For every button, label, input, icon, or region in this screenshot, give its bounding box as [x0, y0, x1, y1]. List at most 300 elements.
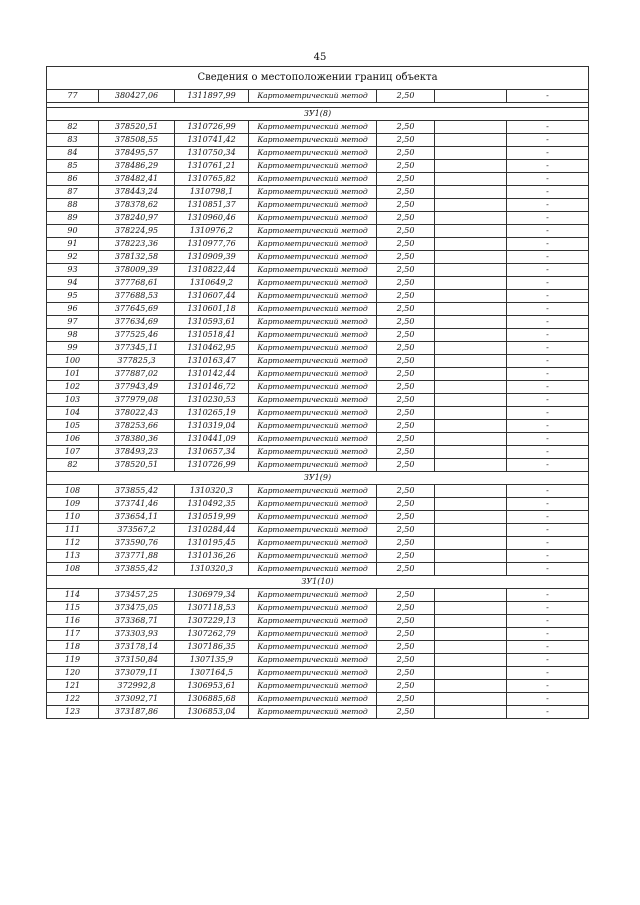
point-number-cell: 114 [47, 589, 99, 602]
x-coordinate-cell: 373457,25 [99, 589, 175, 602]
y-coordinate-cell: 1307229,13 [175, 615, 249, 628]
accuracy-cell: 2,50 [377, 446, 435, 459]
y-coordinate-cell: 1307262,79 [175, 628, 249, 641]
x-coordinate-cell: 373567,2 [99, 524, 175, 537]
empty-cell [435, 394, 507, 407]
point-number-cell: 86 [47, 173, 99, 186]
x-coordinate-cell: 378508,55 [99, 134, 175, 147]
y-coordinate-cell: 1310977,76 [175, 238, 249, 251]
point-number-cell: 123 [47, 706, 99, 719]
empty-cell [435, 615, 507, 628]
note-cell: - [507, 368, 589, 381]
accuracy-cell: 2,50 [377, 173, 435, 186]
table-row [47, 160, 589, 173]
y-coordinate-cell: 1307118,53 [175, 602, 249, 615]
x-coordinate-cell: 377634,69 [99, 316, 175, 329]
method-cell: Картометрический метод [249, 446, 377, 459]
point-number-cell: 92 [47, 251, 99, 264]
note-cell: - [507, 537, 589, 550]
x-coordinate-cell: 377345,11 [99, 342, 175, 355]
table-row [47, 303, 589, 316]
point-number-cell: 108 [47, 485, 99, 498]
note-cell: - [507, 147, 589, 160]
table-row [47, 667, 589, 680]
accuracy-cell: 2,50 [377, 641, 435, 654]
note-cell: - [507, 238, 589, 251]
note-cell: - [507, 277, 589, 290]
method-cell: Картометрический метод [249, 693, 377, 706]
point-number-cell: 85 [47, 160, 99, 173]
empty-cell [435, 641, 507, 654]
point-number-cell: 99 [47, 342, 99, 355]
x-coordinate-cell: 373741,46 [99, 498, 175, 511]
note-cell: - [507, 524, 589, 537]
empty-cell [435, 90, 507, 103]
point-number-cell: 117 [47, 628, 99, 641]
method-cell: Картометрический метод [249, 90, 377, 103]
accuracy-cell: 2,50 [377, 225, 435, 238]
method-cell: Картометрический метод [249, 355, 377, 368]
point-number-cell: 115 [47, 602, 99, 615]
empty-cell [435, 446, 507, 459]
empty-cell [435, 407, 507, 420]
y-coordinate-cell: 1310851,37 [175, 199, 249, 212]
empty-cell [435, 160, 507, 173]
method-cell: Картометрический метод [249, 485, 377, 498]
empty-cell [435, 134, 507, 147]
table-row [47, 277, 589, 290]
accuracy-cell: 2,50 [377, 511, 435, 524]
method-cell: Картометрический метод [249, 706, 377, 719]
x-coordinate-cell: 378009,39 [99, 264, 175, 277]
x-coordinate-cell: 378520,51 [99, 459, 175, 472]
method-cell: Картометрический метод [249, 121, 377, 134]
method-cell: Картометрический метод [249, 511, 377, 524]
x-coordinate-cell: 377768,61 [99, 277, 175, 290]
y-coordinate-cell: 1310741,42 [175, 134, 249, 147]
table-row [47, 706, 589, 719]
note-cell: - [507, 459, 589, 472]
accuracy-cell: 2,50 [377, 459, 435, 472]
table-row [47, 251, 589, 264]
note-cell: - [507, 628, 589, 641]
accuracy-cell: 2,50 [377, 628, 435, 641]
table-row [47, 524, 589, 537]
method-cell: Картометрический метод [249, 316, 377, 329]
accuracy-cell: 2,50 [377, 615, 435, 628]
table-body [47, 67, 589, 719]
x-coordinate-cell: 373855,42 [99, 485, 175, 498]
accuracy-cell: 2,50 [377, 329, 435, 342]
y-coordinate-cell: 1310909,39 [175, 251, 249, 264]
empty-cell [435, 589, 507, 602]
table-row [47, 290, 589, 303]
accuracy-cell: 2,50 [377, 238, 435, 251]
method-cell: Картометрический метод [249, 303, 377, 316]
accuracy-cell: 2,50 [377, 420, 435, 433]
accuracy-cell: 2,50 [377, 355, 435, 368]
accuracy-cell: 2,50 [377, 537, 435, 550]
accuracy-cell: 2,50 [377, 303, 435, 316]
note-cell: - [507, 615, 589, 628]
x-coordinate-cell: 373150,84 [99, 654, 175, 667]
table-row [47, 420, 589, 433]
accuracy-cell: 2,50 [377, 563, 435, 576]
point-number-cell: 112 [47, 537, 99, 550]
y-coordinate-cell: 1310163,47 [175, 355, 249, 368]
method-cell: Картометрический метод [249, 641, 377, 654]
empty-cell [435, 524, 507, 537]
section-label: ЗУ1(9) [47, 472, 589, 485]
note-cell: - [507, 680, 589, 693]
table-row [47, 147, 589, 160]
note-cell: - [507, 433, 589, 446]
empty-cell [435, 316, 507, 329]
empty-cell [435, 381, 507, 394]
point-number-cell: 107 [47, 446, 99, 459]
method-cell: Картометрический метод [249, 459, 377, 472]
table-row [47, 654, 589, 667]
note-cell: - [507, 589, 589, 602]
y-coordinate-cell: 1310765,82 [175, 173, 249, 186]
empty-cell [435, 303, 507, 316]
table-row [47, 186, 589, 199]
table-row [47, 394, 589, 407]
y-coordinate-cell: 1310960,46 [175, 212, 249, 225]
empty-cell [435, 420, 507, 433]
x-coordinate-cell: 378022,43 [99, 407, 175, 420]
x-coordinate-cell: 378240,97 [99, 212, 175, 225]
method-cell: Картометрический метод [249, 134, 377, 147]
x-coordinate-cell: 377979,08 [99, 394, 175, 407]
method-cell: Картометрический метод [249, 394, 377, 407]
empty-cell [435, 342, 507, 355]
method-cell: Картометрический метод [249, 264, 377, 277]
point-number-cell: 96 [47, 303, 99, 316]
note-cell: - [507, 654, 589, 667]
point-number-cell: 113 [47, 550, 99, 563]
note-cell: - [507, 394, 589, 407]
note-cell: - [507, 225, 589, 238]
method-cell: Картометрический метод [249, 615, 377, 628]
note-cell: - [507, 355, 589, 368]
y-coordinate-cell: 1306853,04 [175, 706, 249, 719]
empty-cell [435, 368, 507, 381]
empty-cell [435, 485, 507, 498]
accuracy-cell: 2,50 [377, 485, 435, 498]
point-number-cell: 102 [47, 381, 99, 394]
y-coordinate-cell: 1310607,44 [175, 290, 249, 303]
method-cell: Картометрический метод [249, 147, 377, 160]
method-cell: Картометрический метод [249, 342, 377, 355]
note-cell: - [507, 693, 589, 706]
method-cell: Картометрический метод [249, 537, 377, 550]
y-coordinate-cell: 1310230,53 [175, 394, 249, 407]
empty-cell [435, 147, 507, 160]
empty-cell [435, 667, 507, 680]
empty-cell [435, 173, 507, 186]
y-coordinate-cell: 1310593,61 [175, 316, 249, 329]
point-number-cell: 90 [47, 225, 99, 238]
section-label: ЗУ1(8) [47, 108, 589, 121]
note-cell: - [507, 485, 589, 498]
point-number-cell: 95 [47, 290, 99, 303]
x-coordinate-cell: 377525,46 [99, 329, 175, 342]
table-row [47, 173, 589, 186]
empty-cell [435, 511, 507, 524]
accuracy-cell: 2,50 [377, 134, 435, 147]
x-coordinate-cell: 377825,3 [99, 355, 175, 368]
accuracy-cell: 2,50 [377, 667, 435, 680]
accuracy-cell: 2,50 [377, 680, 435, 693]
empty-cell [435, 264, 507, 277]
method-cell: Картометрический метод [249, 381, 377, 394]
table-row [47, 121, 589, 134]
point-number-cell: 89 [47, 212, 99, 225]
note-cell: - [507, 498, 589, 511]
table-row [47, 433, 589, 446]
note-cell: - [507, 706, 589, 719]
x-coordinate-cell: 373590,76 [99, 537, 175, 550]
x-coordinate-cell: 377943,49 [99, 381, 175, 394]
table-row [47, 212, 589, 225]
table-row [47, 225, 589, 238]
accuracy-cell: 2,50 [377, 147, 435, 160]
x-coordinate-cell: 373475,05 [99, 602, 175, 615]
accuracy-cell: 2,50 [377, 433, 435, 446]
note-cell: - [507, 290, 589, 303]
table-row [47, 589, 589, 602]
empty-cell [435, 225, 507, 238]
table-row [47, 199, 589, 212]
y-coordinate-cell: 1310649,2 [175, 277, 249, 290]
accuracy-cell: 2,50 [377, 90, 435, 103]
accuracy-cell: 2,50 [377, 160, 435, 173]
y-coordinate-cell: 1310976,2 [175, 225, 249, 238]
accuracy-cell: 2,50 [377, 407, 435, 420]
x-coordinate-cell: 373855,42 [99, 563, 175, 576]
table-row [47, 498, 589, 511]
accuracy-cell: 2,50 [377, 212, 435, 225]
note-cell: - [507, 186, 589, 199]
point-number-cell: 108 [47, 563, 99, 576]
note-cell: - [507, 342, 589, 355]
y-coordinate-cell: 1310518,41 [175, 329, 249, 342]
method-cell: Картометрический метод [249, 420, 377, 433]
note-cell: - [507, 563, 589, 576]
x-coordinate-cell: 378224,95 [99, 225, 175, 238]
note-cell: - [507, 160, 589, 173]
note-cell: - [507, 641, 589, 654]
accuracy-cell: 2,50 [377, 394, 435, 407]
note-cell: - [507, 303, 589, 316]
empty-cell [435, 212, 507, 225]
y-coordinate-cell: 1310726,99 [175, 459, 249, 472]
section-label: ЗУ1(10) [47, 576, 589, 589]
accuracy-cell: 2,50 [377, 277, 435, 290]
method-cell: Картометрический метод [249, 654, 377, 667]
method-cell: Картометрический метод [249, 277, 377, 290]
table-row [47, 641, 589, 654]
method-cell: Картометрический метод [249, 186, 377, 199]
x-coordinate-cell: 378132,58 [99, 251, 175, 264]
method-cell: Картометрический метод [249, 602, 377, 615]
page-number: 45 [313, 52, 327, 63]
point-number-cell: 83 [47, 134, 99, 147]
table-row [47, 628, 589, 641]
note-cell: - [507, 329, 589, 342]
y-coordinate-cell: 1310320,3 [175, 485, 249, 498]
table-row [47, 238, 589, 251]
y-coordinate-cell: 1310601,18 [175, 303, 249, 316]
x-coordinate-cell: 377645,69 [99, 303, 175, 316]
accuracy-cell: 2,50 [377, 381, 435, 394]
y-coordinate-cell: 1310761,21 [175, 160, 249, 173]
table-row [47, 381, 589, 394]
point-number-cell: 103 [47, 394, 99, 407]
x-coordinate-cell: 378253,66 [99, 420, 175, 433]
x-coordinate-cell: 373771,88 [99, 550, 175, 563]
accuracy-cell: 2,50 [377, 524, 435, 537]
method-cell: Картометрический метод [249, 680, 377, 693]
y-coordinate-cell: 1310319,04 [175, 420, 249, 433]
y-coordinate-cell: 1310284,44 [175, 524, 249, 537]
empty-cell [435, 680, 507, 693]
y-coordinate-cell: 1310146,72 [175, 381, 249, 394]
method-cell: Картометрический метод [249, 498, 377, 511]
accuracy-cell: 2,50 [377, 654, 435, 667]
point-number-cell: 77 [47, 90, 99, 103]
method-cell: Картометрический метод [249, 238, 377, 251]
note-cell: - [507, 550, 589, 563]
note-cell: - [507, 134, 589, 147]
method-cell: Картометрический метод [249, 212, 377, 225]
accuracy-cell: 2,50 [377, 550, 435, 563]
point-number-cell: 84 [47, 147, 99, 160]
accuracy-cell: 2,50 [377, 342, 435, 355]
y-coordinate-cell: 1310462,95 [175, 342, 249, 355]
x-coordinate-cell: 373178,14 [99, 641, 175, 654]
point-number-cell: 82 [47, 459, 99, 472]
empty-cell [435, 498, 507, 511]
method-cell: Картометрический метод [249, 563, 377, 576]
method-cell: Картометрический метод [249, 173, 377, 186]
note-cell: - [507, 407, 589, 420]
accuracy-cell: 2,50 [377, 693, 435, 706]
table-row [47, 355, 589, 368]
table-row [47, 329, 589, 342]
empty-cell [435, 186, 507, 199]
section-row [47, 576, 589, 589]
note-cell: - [507, 602, 589, 615]
accuracy-cell: 2,50 [377, 121, 435, 134]
point-number-cell: 88 [47, 199, 99, 212]
table-row [47, 602, 589, 615]
point-number-cell: 82 [47, 121, 99, 134]
point-number-cell: 104 [47, 407, 99, 420]
x-coordinate-cell: 378493,23 [99, 446, 175, 459]
table-row [47, 407, 589, 420]
empty-cell [435, 628, 507, 641]
table-row [47, 368, 589, 381]
empty-cell [435, 706, 507, 719]
note-cell: - [507, 511, 589, 524]
accuracy-cell: 2,50 [377, 368, 435, 381]
method-cell: Картометрический метод [249, 628, 377, 641]
table-row [47, 550, 589, 563]
point-number-cell: 97 [47, 316, 99, 329]
point-number-cell: 94 [47, 277, 99, 290]
accuracy-cell: 2,50 [377, 186, 435, 199]
empty-cell [435, 693, 507, 706]
note-cell: - [507, 251, 589, 264]
method-cell: Картометрический метод [249, 550, 377, 563]
point-number-cell: 120 [47, 667, 99, 680]
accuracy-cell: 2,50 [377, 264, 435, 277]
table-row [47, 615, 589, 628]
empty-cell [435, 537, 507, 550]
x-coordinate-cell: 373303,93 [99, 628, 175, 641]
point-number-cell: 91 [47, 238, 99, 251]
x-coordinate-cell: 378520,51 [99, 121, 175, 134]
y-coordinate-cell: 1310142,44 [175, 368, 249, 381]
table-row [47, 563, 589, 576]
y-coordinate-cell: 1310798,1 [175, 186, 249, 199]
table-row [47, 264, 589, 277]
section-row [47, 472, 589, 485]
method-cell: Картометрический метод [249, 290, 377, 303]
method-cell: Картометрический метод [249, 407, 377, 420]
method-cell: Картометрический метод [249, 225, 377, 238]
empty-cell [435, 602, 507, 615]
empty-cell [435, 433, 507, 446]
note-cell: - [507, 173, 589, 186]
x-coordinate-cell: 373092,71 [99, 693, 175, 706]
y-coordinate-cell: 1310726,99 [175, 121, 249, 134]
point-number-cell: 119 [47, 654, 99, 667]
point-number-cell: 105 [47, 420, 99, 433]
table-row [47, 680, 589, 693]
point-number-cell: 100 [47, 355, 99, 368]
table-row [47, 459, 589, 472]
table-row [47, 693, 589, 706]
table-row [47, 537, 589, 550]
note-cell: - [507, 446, 589, 459]
accuracy-cell: 2,50 [377, 199, 435, 212]
empty-cell [435, 563, 507, 576]
empty-cell [435, 251, 507, 264]
method-cell: Картометрический метод [249, 251, 377, 264]
x-coordinate-cell: 377887,02 [99, 368, 175, 381]
table-title-row [47, 67, 589, 90]
accuracy-cell: 2,50 [377, 290, 435, 303]
note-cell: - [507, 420, 589, 433]
accuracy-cell: 2,50 [377, 498, 435, 511]
table-row [47, 316, 589, 329]
x-coordinate-cell: 373654,11 [99, 511, 175, 524]
accuracy-cell: 2,50 [377, 316, 435, 329]
method-cell: Картометрический метод [249, 589, 377, 602]
x-coordinate-cell: 378482,41 [99, 173, 175, 186]
empty-cell [435, 290, 507, 303]
y-coordinate-cell: 1310441,09 [175, 433, 249, 446]
empty-cell [435, 238, 507, 251]
x-coordinate-cell: 380427,06 [99, 90, 175, 103]
note-cell: - [507, 121, 589, 134]
method-cell: Картометрический метод [249, 368, 377, 381]
empty-cell [435, 329, 507, 342]
x-coordinate-cell: 373368,71 [99, 615, 175, 628]
